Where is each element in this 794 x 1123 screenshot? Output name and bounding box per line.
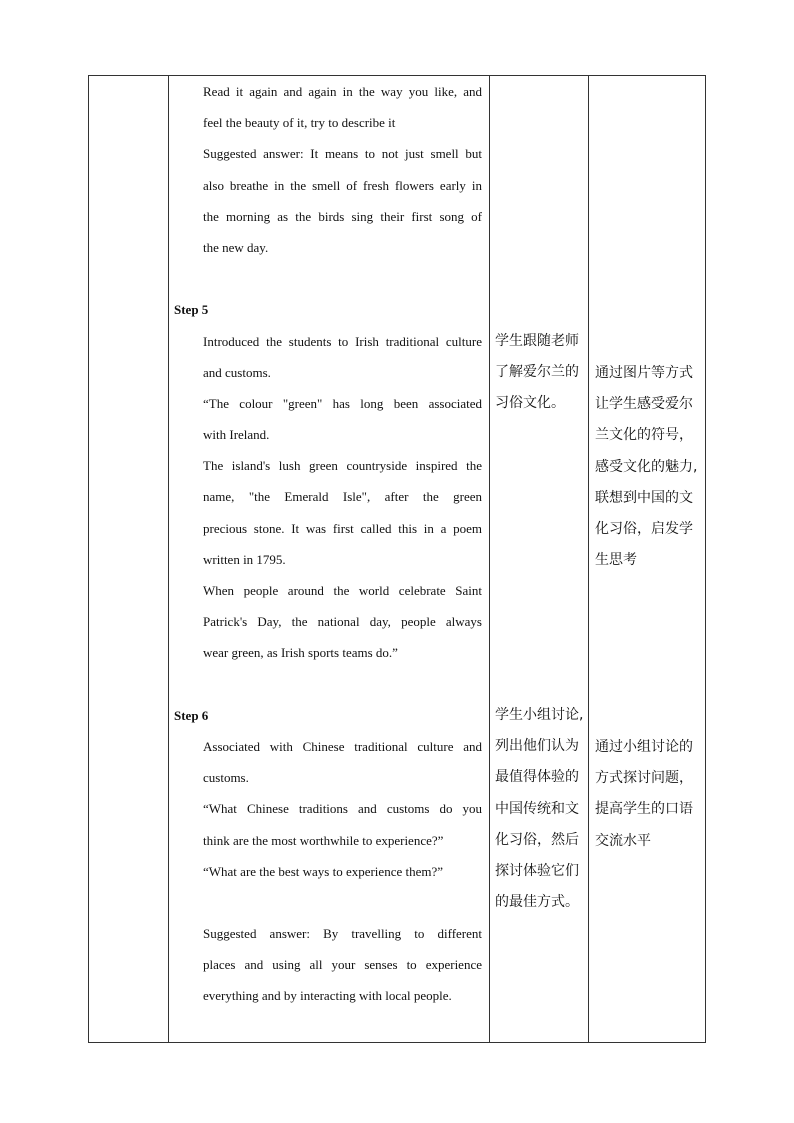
text-line: name, "the Emerald Isle", after the green [203,489,482,505]
text-line: customs. [203,770,249,786]
text-line: Patrick's Day, the national day, people always [203,614,482,630]
purpose-step6 [595,732,703,857]
text-line: “The colour "green" has long been associated [203,395,482,411]
text-line: 联想到中国的文 [595,489,693,506]
text-line: 兰文化的符号， [595,427,693,444]
text-line: 通过小组讨论的 [595,739,693,755]
text-line: 方式探讨问题， [595,770,693,787]
student-activity-step5 [495,326,585,420]
step-5-heading: Step 5 [174,302,209,318]
text-line: 了解爱尔兰的 [495,363,579,380]
text-line: 习俗文化。 [495,394,565,411]
column-divider-3 [588,76,589,1042]
text-line: The island's lush green countryside inspired the [203,458,482,474]
text-line: feel the beauty of it, try to describe it [203,115,396,131]
blank-line [174,887,482,918]
step-6-heading: Step 6 [174,707,209,723]
text-line: with Ireland. [203,427,270,443]
text-line: 化习俗，启发学 [595,520,693,537]
teacher-activity-cell [174,76,482,1012]
text-line: everything and by interacting with local people. [203,988,452,1004]
text-line: places and using all your senses to experience [203,957,482,973]
text-line: also breathe in the smell of fresh flowers early in [203,177,482,193]
column-divider-1 [168,76,169,1042]
text-line: wear green, as Irish sports teams do.” [203,645,398,661]
purpose-step5 [595,358,703,576]
text-line: 中国传统和文 [495,800,579,817]
text-line: When people around the world celebrate Saint [203,583,482,598]
lesson-table [88,75,706,1043]
text-line: Read it again and again in the way you like, and [203,84,482,99]
text-line: 学生跟随老师 [495,332,579,349]
text-line: 生思考 [595,552,637,569]
text-line: 探讨体验它们 [495,862,579,879]
text-line: 列出他们认为 [495,738,579,755]
text-line: “What are the best ways to experience them?” [203,863,444,879]
text-line: 通过图片等方式 [595,365,693,381]
text-line: and customs. [203,364,271,380]
text-line: Suggested answer: It means to not just smell but [203,146,482,162]
text-line: the new day. [203,239,269,255]
text-line: Suggested answer: By travelling to different [203,926,482,942]
text-line: think are the most worthwhile to experience?” [203,832,444,848]
text-line: “What Chinese traditions and customs do you [203,801,482,817]
text-line: 提高学生的口语 [595,801,693,818]
text-line: 交流水平 [595,832,651,849]
text-line: the morning as the birds sing their first song of [203,208,482,224]
text-line: written in 1795. [203,551,286,567]
text-line: 让学生感受爱尔 [595,396,693,413]
column-divider-2 [489,76,490,1042]
text-line: 化习俗，然后 [495,831,579,848]
text-line: 感受文化的魅力, [595,458,698,475]
text-line: Associated with Chinese traditional culture and [203,738,482,754]
text-line: 最值得体验的 [495,769,579,786]
student-activity-step6 [495,700,585,918]
text-line: Introduced the students to Irish traditional culture [203,333,482,349]
text-line: 的最佳方式。 [495,894,579,911]
text-line: precious stone. It was first called this in a poem [203,520,482,536]
text-line: 学生小组讨论, [495,707,584,723]
